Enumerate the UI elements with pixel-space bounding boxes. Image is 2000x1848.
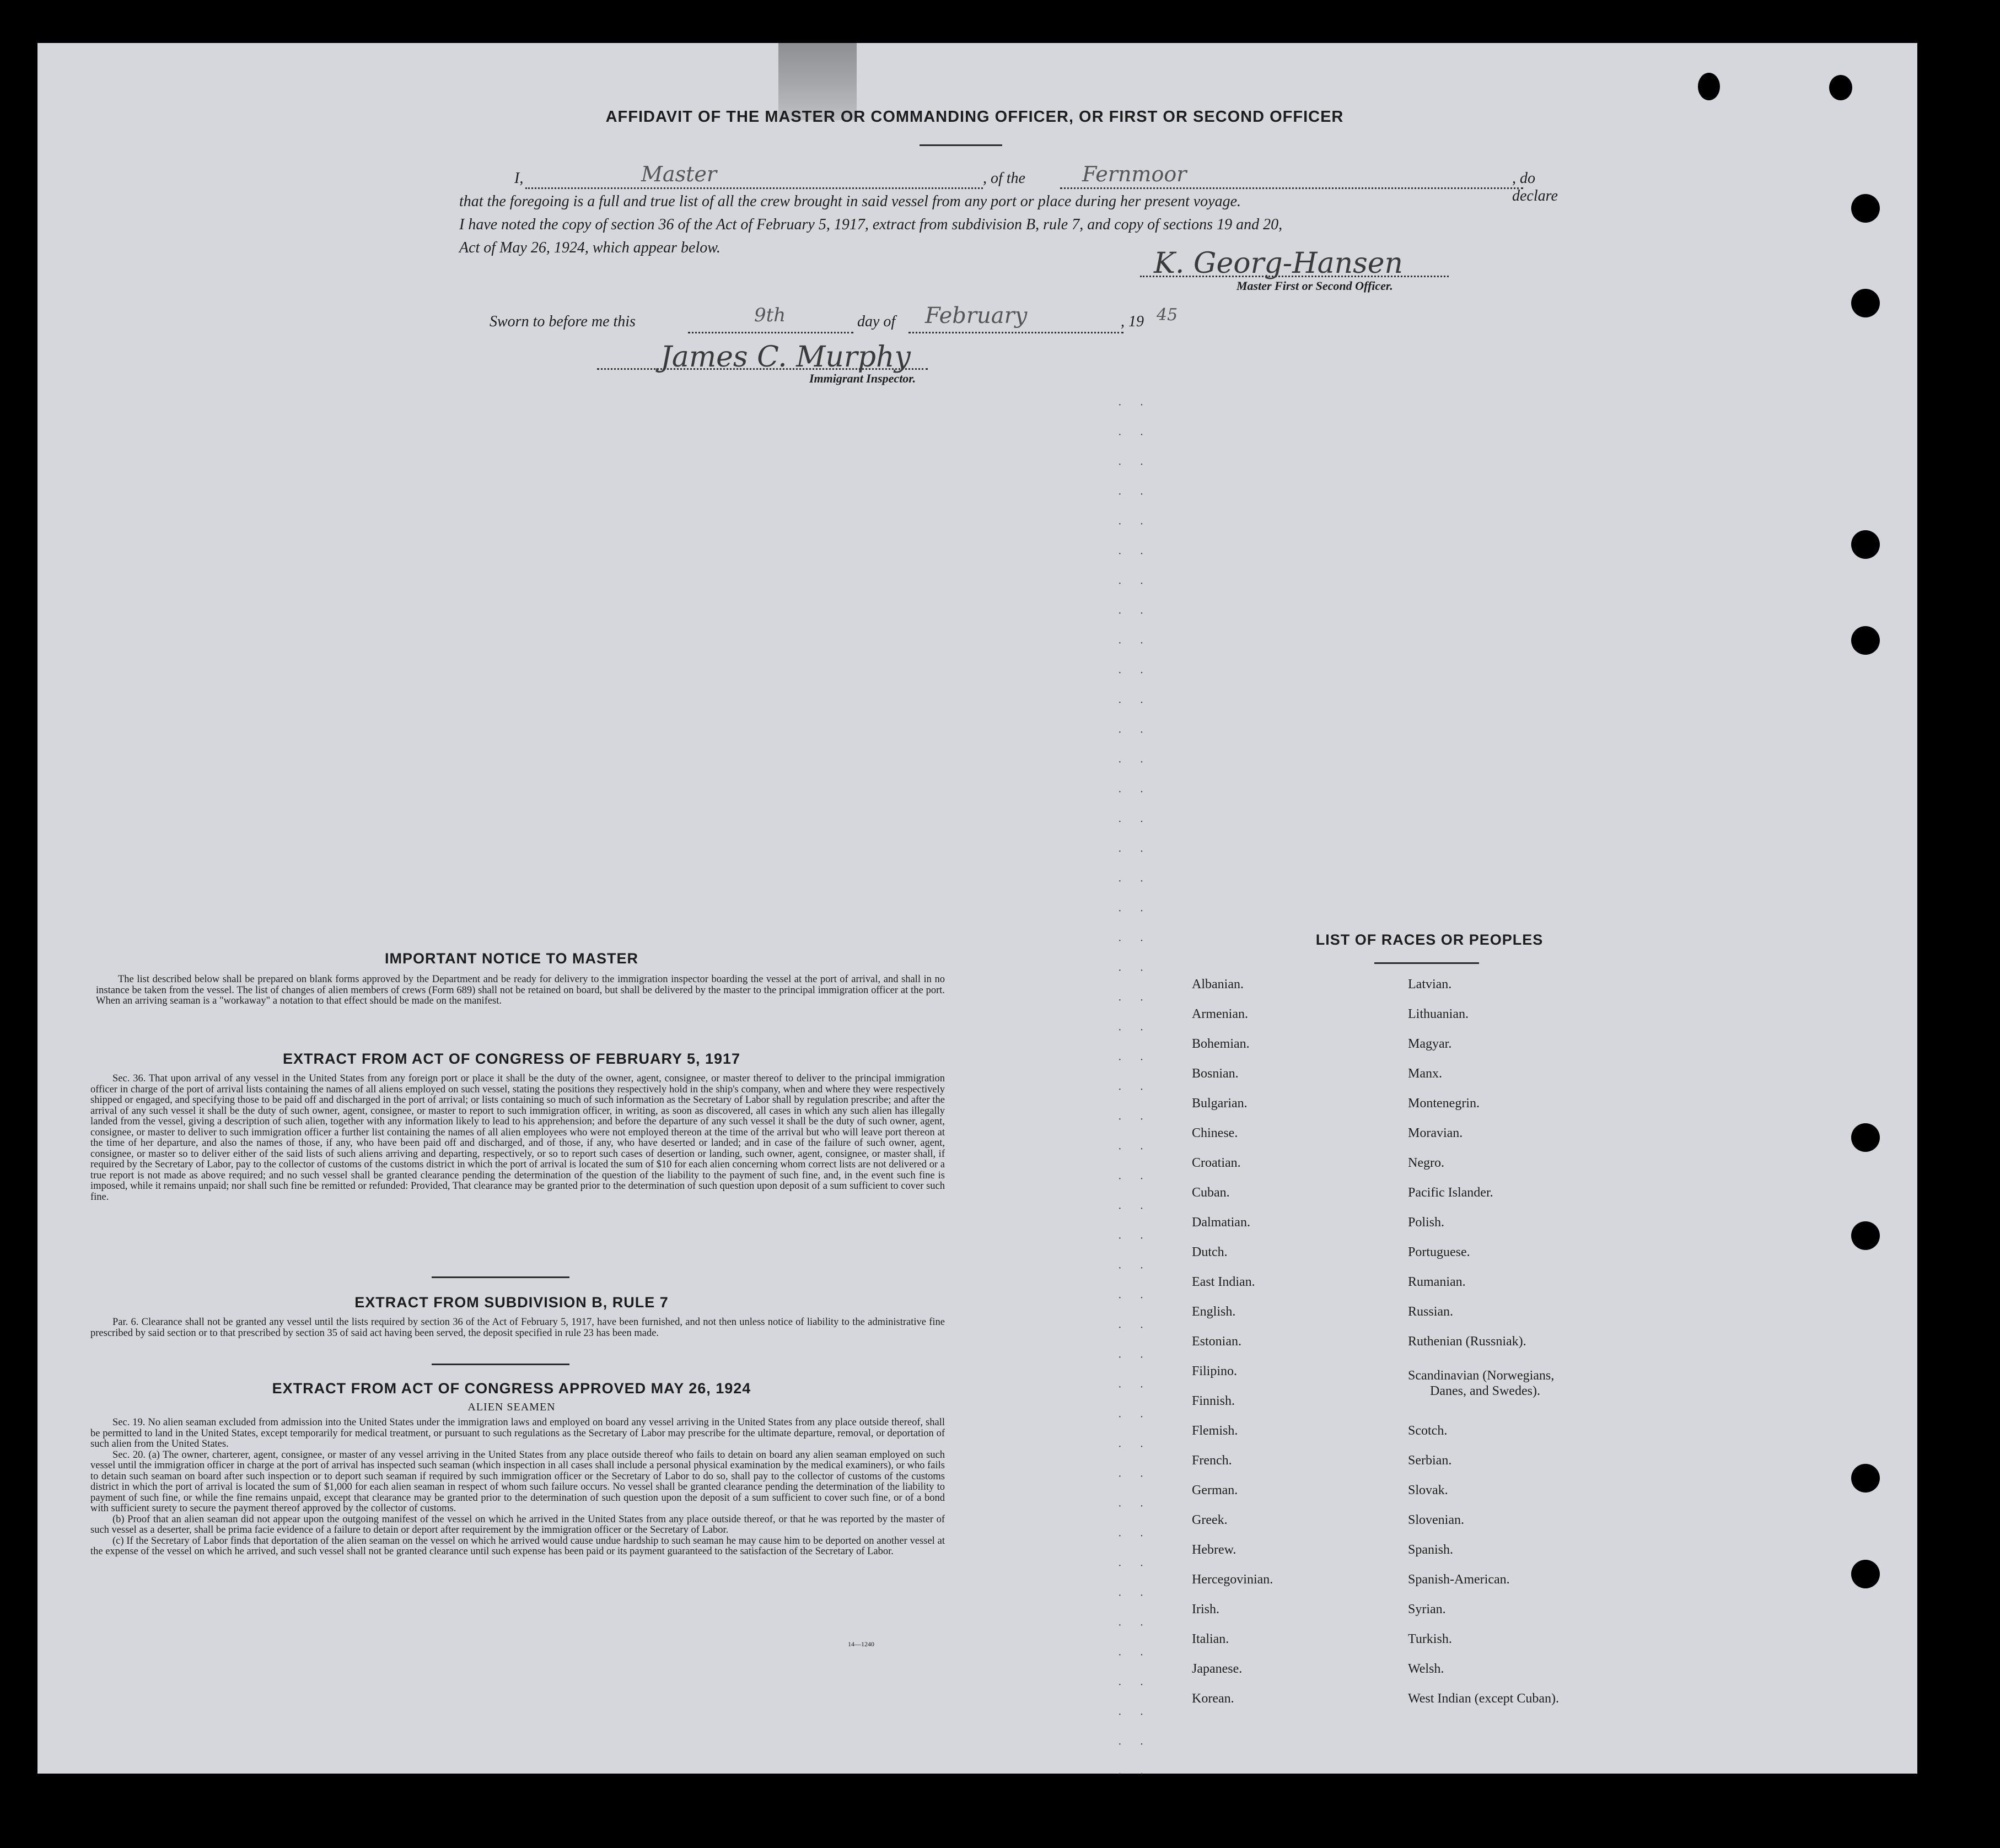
notice-body: The list described below shall be prepared on blank forms approved by the Department and be ready for delivery to the immigration inspector boarding the vessel at the port of arrival, and shall in no instance be taken from the vessel. The list of changes of alien members of crews (Form 689) shall not be retained on board, but shall be delivered by the master to the principal immigration officer at the port. When an arriving seaman is a "workaway" a notation to that effect should be made on the manifest. <box>96 974 945 1006</box>
race-item: East Indian. <box>1192 1275 1255 1289</box>
race-item: German. <box>1192 1483 1238 1497</box>
race-item: Bohemian. <box>1192 1037 1250 1051</box>
race-item: Chinese. <box>1192 1126 1238 1140</box>
race-item: Serbian. <box>1408 1453 1452 1468</box>
race-item: Scotch. <box>1408 1424 1448 1438</box>
race-item: Magyar. <box>1408 1037 1452 1051</box>
race-item: Bosnian. <box>1192 1066 1239 1081</box>
divider <box>1374 962 1479 964</box>
race-item: Spanish. <box>1408 1543 1454 1557</box>
extract-1917-body: Sec. 36. That upon arrival of any vessel in the United States from any foreign port or place it shall be the duty of the owner, agent, consignee, or master thereof to deliver to the principal immigration officer in charge of the port of arrival lists containing the names of all aliens employed on such vessel, stating the positions they respectively hold in the ship's company, when and where they were respectively shipped or engaged, and specifying those to be paid off and discharged in the port of arrival; or lists containing so much of such information as the Secretary of Labor shall by regulation prescribe; and after the arrival of any such vessel it shall be the duty of such owner, agent, consignee, or master to report to such immigration officer, in writing, as soon as discovered, all cases in which any such alien has illegally landed from the vessel, giving a description of such alien, together with any information likely to lead to his apprehension; and before the departure of any such vessel it shall be the duty of such owner, agent, consignee, or master to deliver to such immigration officer a further list containing the names of all alien employees who were not employed thereon at the time of the arrival but who will leave port thereon at the time of her departure, and also the names of those, if any, who have been paid off and discharged, and of those, if any, who have deserted or landed; and in case of the failure of such owner, agent, consignee, or master so to deliver either of the said lists of such aliens arriving and departing, respectively, or so to report such cases of desertion or landing, such owner, agent, consignee, or master shall, if required by the Secretary of Labor, pay to the collector of customs of the customs district in which the port of arrival is located the sum of $10 for each alien concerning whom correct lists are not delivered or a true report is not made as above required; and no such vessel shall be granted clearance pending the determination of the question of the liability to the payment of such fine, and, in the event such fine is imposed, while it remains unpaid; nor shall such fine be remitted or refunded: Provided, That clearance may be granted prior to the determination of such question upon deposit of a sum sufficient to cover such fine. <box>90 1073 945 1203</box>
sworn-label: Sworn to before me this <box>490 313 636 330</box>
race-item: Korean. <box>1192 1691 1234 1706</box>
race-item: Slovenian. <box>1408 1513 1464 1527</box>
name-field <box>525 173 983 189</box>
race-item: Scandinavian (Norwegians, <box>1408 1369 1555 1383</box>
handwritten-month: February <box>925 303 1028 328</box>
notice-title: IMPORTANT NOTICE TO MASTER <box>385 950 638 967</box>
race-item: Irish. <box>1192 1602 1219 1617</box>
section-20a: Sec. 20. (a) The owner, charterer, agent, consignee, or master of any vessel arriving in the United States from any place outside thereof who fails to detain on board any alien seaman employed on such vessel until the immigration officer in charge at the port of arrival has inspected such seaman (which inspection in all cases shall include a personal physical examination by the medical examiners), or who fails to detain such seaman on board after such inspection or to deport such seaman if required by such immigration officer or the Secretary of Labor to do so, shall pay to the collector of customs of the customs district in which the port of arrival is located the sum of $1,000 for each alien seaman in respect of whom such failure occurs. No vessel shall be granted clearance pending the determination of the liability to payment of such fine, or while the fine remains unpaid, except that clearance may be granted prior to the determination of such question upon the deposit of a sum sufficient to cover such fine, or of a bond with sufficient surety to secure the payment thereof approved by the collector of customs. <box>90 1449 945 1514</box>
binder-hole <box>1851 1560 1880 1588</box>
handwritten-year: 45 <box>1157 305 1178 325</box>
race-item: Hebrew. <box>1192 1543 1236 1557</box>
inspector-signature-line <box>597 368 928 370</box>
binder-hole <box>1851 1221 1880 1250</box>
binder-hole <box>1851 530 1880 559</box>
race-item: Pacific Islander. <box>1408 1186 1493 1200</box>
divider <box>432 1276 569 1278</box>
race-item: Negro. <box>1408 1156 1444 1170</box>
form-number: 14—1240 <box>848 1640 874 1648</box>
race-item: Rumanian. <box>1408 1275 1466 1289</box>
race-item: Russian. <box>1408 1305 1454 1319</box>
race-item: English. <box>1192 1305 1236 1319</box>
race-item: Dutch. <box>1192 1245 1228 1259</box>
race-item: Turkish. <box>1408 1632 1452 1646</box>
handwritten-name: Master <box>641 162 717 186</box>
do-declare-label: , do declare <box>1512 170 1558 204</box>
binder-hole <box>1851 194 1880 223</box>
affidavit-line-2: that the foregoing is a full and true list of all the crew brought in said vessel from any port or place during her present voyage. <box>459 193 1241 210</box>
race-item: Estonian. <box>1192 1334 1241 1349</box>
race-item: Manx. <box>1408 1066 1442 1081</box>
binder-hole <box>1698 73 1720 100</box>
race-item: Armenian. <box>1192 1007 1248 1021</box>
handwritten-vessel: Fernmoor <box>1082 162 1187 186</box>
year-prefix: , 19 <box>1121 313 1144 330</box>
handwritten-day: 9th <box>754 304 786 326</box>
document-page <box>37 43 1917 1780</box>
subdivision-b-body: Par. 6. Clearance shall not be granted any vessel until the lists required by section 36 of the Act of February 5, 1917, have been furnished, and not then unless notice of liability to the administrative fine prescribed by said section or to that prescribed by section 35 of said act having been served, the deposit specified in rule 23 has been made. <box>90 1317 945 1339</box>
master-signature-line <box>1140 276 1449 277</box>
race-item: Bulgarian. <box>1192 1096 1248 1111</box>
race-item: Croatian. <box>1192 1156 1241 1170</box>
affidavit-line-4: Act of May 26, 1924, which appear below. <box>459 239 721 256</box>
race-item: Italian. <box>1192 1632 1229 1646</box>
race-item: Syrian. <box>1408 1602 1446 1617</box>
race-item: Moravian. <box>1408 1126 1463 1140</box>
races-title: LIST OF RACES OR PEOPLES <box>1315 931 1544 948</box>
race-item: Ruthenian (Russniak). <box>1408 1334 1526 1349</box>
race-item: Flemish. <box>1192 1424 1238 1438</box>
binder-hole <box>1851 1123 1880 1152</box>
race-item: Albanian. <box>1192 977 1244 992</box>
column-dots: · · · · · · · · · · · · · · · · · · · · · · · · · · · · · · · · · · · · · · · · · · · · · · · · · · · · · · · · · · · · · · · · · · · · · · · · · · · · · · · · · · · · · · · · · · · · · · <box>1118 399 1152 1780</box>
sworn-line <box>490 303 1316 335</box>
race-item: Japanese. <box>1192 1662 1243 1676</box>
binder-hole <box>1851 626 1880 655</box>
alien-seamen-subtitle: ALIEN SEAMEN <box>467 1401 556 1413</box>
master-signature: K. Georg-Hansen <box>1154 247 1404 280</box>
section-20c: (c) If the Secretary of Labor finds that deportation of the alien seaman on the vessel on which he arrived would cause undue hardship to such seaman he may cause him to be deported on another vessel at the expense of the vessel on which he arrived, and such vessel shall not be granted clearance until such expense has been paid or its payment guaranteed to the satisfaction of the Secretary of Labor. <box>90 1535 945 1557</box>
section-20b: (b) Proof that an alien seaman did not appear upon the outgoing manifest of the vessel on which he arrived in the United States from any place outside thereof, or that he was reported by the master of such vessel as a deserter, shall be prima facie evidence of a failure to detain or deport after requirement by the immigration officer or the Secretary of Labor. <box>90 1513 945 1535</box>
race-item: Spanish-American. <box>1408 1572 1510 1587</box>
extract-1917-title: EXTRACT FROM ACT OF CONGRESS OF FEBRUARY 5, 1917 <box>282 1050 741 1067</box>
binder-hole <box>1851 1464 1880 1493</box>
race-item: French. <box>1192 1453 1232 1468</box>
day-of-label: day of <box>857 313 896 330</box>
race-item: Polish. <box>1408 1215 1445 1230</box>
divider <box>920 144 1002 146</box>
race-item: Greek. <box>1192 1513 1228 1527</box>
i-label: I, <box>514 170 524 187</box>
race-item: Finnish. <box>1192 1394 1235 1408</box>
inspector-caption: Immigrant Inspector. <box>809 371 916 385</box>
master-caption: Master First or Second Officer. <box>1236 279 1393 293</box>
race-item: Portuguese. <box>1408 1245 1470 1259</box>
binder-hole <box>1851 289 1880 317</box>
race-item: West Indian (except Cuban). <box>1408 1691 1559 1706</box>
race-item: Lithuanian. <box>1408 1007 1469 1021</box>
affidavit-title: AFFIDAVIT OF THE MASTER OR COMMANDING OFFICER, OR FIRST OR SECOND OFFICER <box>605 108 1344 126</box>
inspector-signature: James C. Murphy <box>660 341 911 374</box>
race-item: Dalmatian. <box>1192 1215 1250 1230</box>
race-item: Welsh. <box>1408 1662 1444 1676</box>
extract-1924-body <box>90 1418 945 1558</box>
of-the-label: , of the <box>983 170 1025 187</box>
binder-hole <box>1829 75 1852 100</box>
race-item: Latvian. <box>1408 977 1452 992</box>
race-item: Filipino. <box>1192 1364 1238 1378</box>
race-item: Danes, and Swedes). <box>1430 1384 1540 1398</box>
race-item: Montenegrin. <box>1408 1096 1480 1111</box>
section-19: Sec. 19. No alien seaman excluded from admission into the United States under the immigration laws and employed on board any vessel arriving in the United States from any place outside thereof, shall be permitted to land in the United States, except temporarily for medical treatment, or pursuant to such regulations as the Secretary of Labor may prescribe for the ultimate departure, removal, or deportation of such alien from the United States. <box>90 1417 945 1450</box>
subdivision-b-title: EXTRACT FROM SUBDIVISION B, RULE 7 <box>354 1294 669 1311</box>
race-item: Cuban. <box>1192 1186 1230 1200</box>
race-item: Hercegovinian. <box>1192 1572 1273 1587</box>
affidavit-line-3: I have noted the copy of section 36 of the Act of February 5, 1917, extract from subdivision B, rule 7, and copy of sections 19 and 20, <box>459 216 1283 233</box>
race-item: Slovak. <box>1408 1483 1448 1497</box>
divider <box>432 1364 569 1365</box>
extract-1924-title: EXTRACT FROM ACT OF CONGRESS APPROVED MAY 26, 1924 <box>272 1380 751 1397</box>
